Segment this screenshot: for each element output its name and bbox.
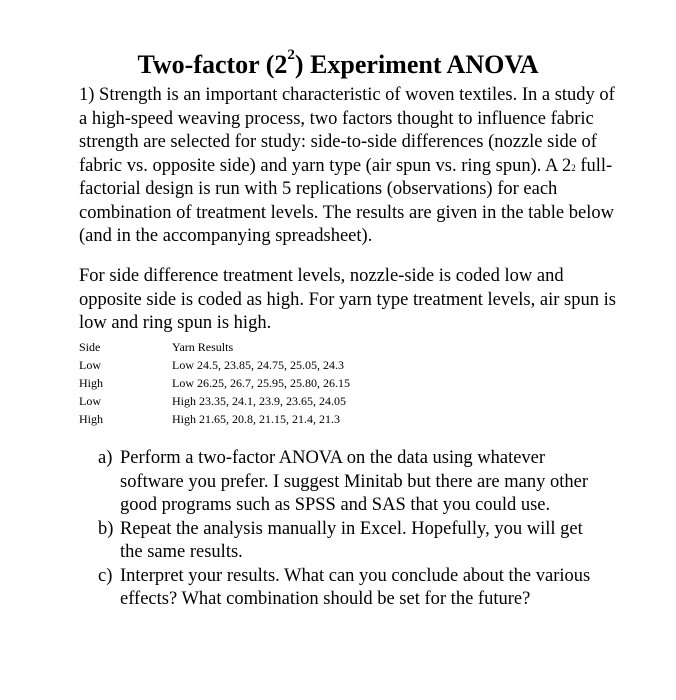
table-row <box>79 356 432 374</box>
question-list <box>98 447 608 612</box>
results-table <box>79 338 432 428</box>
cell-results: 26.25, 26.7, 25.95, 25.80, 26.15 <box>197 376 350 390</box>
question-label: b) <box>98 518 114 539</box>
cell-yarn-level: High <box>172 394 196 408</box>
title-superscript: 2 <box>287 47 295 63</box>
question-item <box>98 447 608 518</box>
question-item <box>98 518 608 565</box>
table-row <box>79 392 432 410</box>
cell-yarn-level: Low <box>172 376 194 390</box>
question-label: c) <box>98 565 113 586</box>
question-item <box>98 565 608 612</box>
header-yarn-results: Yarn Results <box>172 340 234 354</box>
problem-statement-part1: 1) Strength is an important characteristic of woven textiles. In a study of a high-speed weaving process, two factors thought to influence fabric strength are selected for study: side-to-side differences (nozzle side of fabric vs. opposite side) and yarn type (air spun vs. ring spun). A 2 <box>79 85 615 176</box>
cell-yarn-results <box>172 410 432 428</box>
table-row <box>79 374 432 392</box>
coding-description: For side difference treatment levels, nozzle-side is coded low and opposite side is coded as high. For yarn type treatment levels, air spun is low and ring spun is high. <box>79 266 616 333</box>
problem-statement <box>79 84 619 249</box>
question-text: Interpret your results. What can you conclude about the various effects? What combination should be set for the future? <box>120 565 591 609</box>
page-title <box>0 47 676 80</box>
title-text-end: ) Experiment ANOVA <box>294 50 539 79</box>
cell-results: 24.5, 23.85, 24.75, 25.05, 24.3 <box>197 358 344 372</box>
factorial-superscript: 2 <box>571 162 576 173</box>
cell-yarn-results <box>172 356 432 374</box>
cell-results: 23.35, 24.1, 23.9, 23.65, 24.05 <box>199 394 346 408</box>
cell-results: 21.65, 20.8, 21.15, 21.4, 21.3 <box>199 412 340 426</box>
header-side: Side <box>79 340 101 354</box>
cell-yarn-results <box>172 374 432 392</box>
question-text: Repeat the analysis manually in Excel. Hopefully, you will get the same results. <box>120 518 583 562</box>
cell-yarn-level: Low <box>172 358 194 372</box>
question-label: a) <box>98 448 113 468</box>
cell-yarn-level: High <box>172 412 196 426</box>
cell-side: High <box>79 376 103 390</box>
problem-statement-part2: full-factorial design is run with 5 replications (observations) for each combination of treatment levels. The results are given in the table below (and in the accompanying spreadsheet). <box>79 155 614 246</box>
cell-side: Low <box>79 358 101 372</box>
question-text: Perform a two-factor ANOVA on the data using whatever software you prefer. I suggest Minitab but there are many other good programs such as SPSS and SAS that you could use. <box>120 448 589 515</box>
cell-yarn-results <box>172 392 432 410</box>
cell-side: High <box>79 412 103 426</box>
table-header-row <box>79 338 432 356</box>
title-text-start: Two-factor (2 <box>137 50 288 79</box>
cell-side: Low <box>79 394 101 408</box>
table-row <box>79 410 432 428</box>
